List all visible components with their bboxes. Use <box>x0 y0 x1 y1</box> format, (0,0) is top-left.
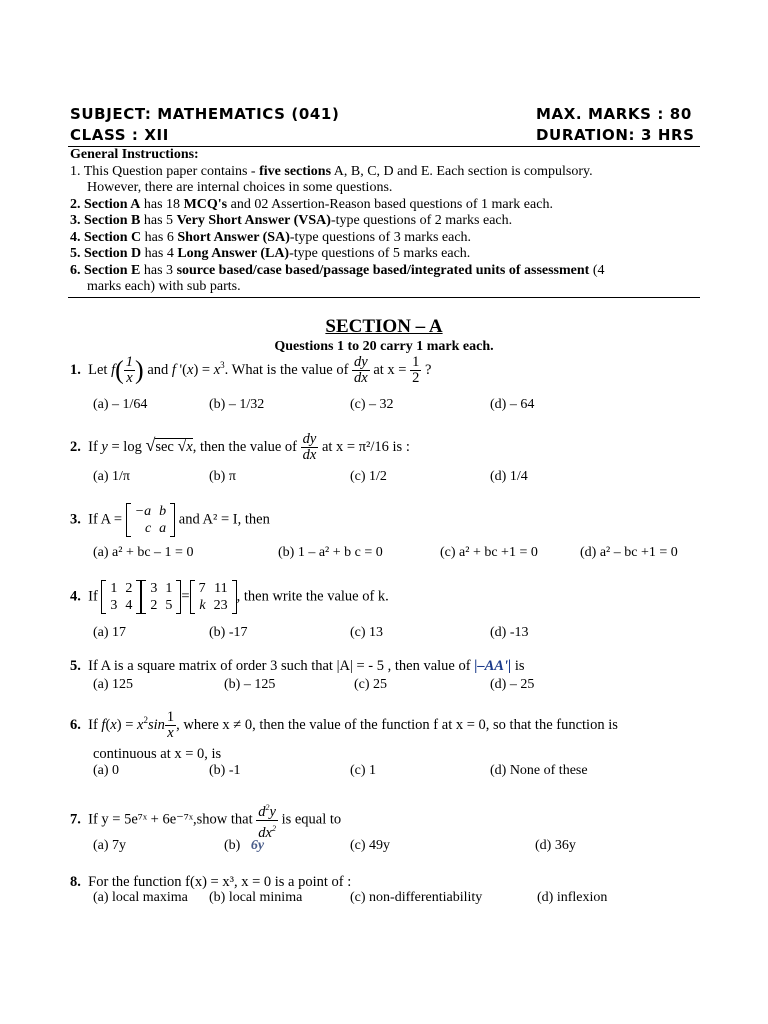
q6-option-d: (d) None of these <box>490 763 588 778</box>
question-2: 2. If y = log √sec √x, then the value of $\frac{dy}{dx}$ at x = π²/16 is : <box>70 431 410 463</box>
q3-option-d: (d) a² – bc +1 = 0 <box>580 545 678 560</box>
q1-option-b: (b) – 1/32 <box>209 397 265 412</box>
section-subtitle: Questions 1 to 20 carry 1 mark each. <box>274 339 494 354</box>
q7-option-b: (b) 6y <box>224 838 265 853</box>
class-label: CLASS : XII <box>70 126 169 144</box>
q3-option-b: (b) 1 – a² + b c = 0 <box>278 545 383 560</box>
question-7: 7. If y = 5e⁷ˣ + 6e⁻⁷ˣ,show that $\frac{d^2y}{dx^2}$ is equal to <box>70 800 341 841</box>
q7-option-c: (c) 49y <box>350 838 391 853</box>
q2-option-b: (b) π <box>209 469 236 484</box>
subject-title: SUBJECT: MATHEMATICS (041) <box>70 105 340 123</box>
general-instructions <box>70 147 700 296</box>
q4-option-c: (c) 13 <box>350 625 384 640</box>
q7-option-a: (a) 7y <box>93 838 127 853</box>
duration: DURATION: 3 HRS <box>536 126 695 144</box>
q1-option-c: (c) – 32 <box>350 397 394 412</box>
max-marks: MAX. MARKS : 80 <box>536 105 692 123</box>
q7-option-b-value: 6y <box>250 838 265 853</box>
instruction-4: 4. Section C has 6 Short Answer (SA)-type questions of 3 marks each. <box>70 229 472 245</box>
question-6: 6. If $f(x) = x^2\sin$ $\frac{1}{x}$ , where x ≠ 0, then the value of the function f at x = 0, so that the function is <box>70 709 618 741</box>
q4-option-a: (a) 17 <box>93 625 127 640</box>
instruction-1: 1. This Question paper contains - five sections A, B, C, D and E. Each section is compulsory. <box>70 163 593 179</box>
q4-option-d: (d) -13 <box>490 625 529 640</box>
q2-option-d: (d) 1/4 <box>490 469 528 484</box>
q1-option-d: (d) – 64 <box>490 397 535 412</box>
question-4: 4. If 1 2 3 4 3 1 2 5 = 7 11 k 23 , then write the value of k. <box>70 581 389 613</box>
question-5: 5. If A is a square matrix of order 3 such that |A| = - 5 , then value of |–AA'| is <box>70 658 525 674</box>
question-6-cont: continuous at x = 0, is <box>93 746 222 762</box>
q6-option-b: (b) -1 <box>209 763 241 778</box>
instructions-title: General Instructions: <box>70 147 199 162</box>
instruction-2: 2. Section A has 18 MCQ's and 02 Assertion-Reason based questions of 1 mark each. <box>70 196 553 212</box>
q7-option-d: (d) 36y <box>535 838 576 853</box>
q1-option-a: (a) – 1/64 <box>93 397 148 412</box>
det-expression: |–AA'| <box>474 658 512 674</box>
q3-option-a: (a) a² + bc – 1 = 0 <box>93 545 194 560</box>
q6-option-c: (c) 1 <box>350 763 377 778</box>
q4-option-b: (b) -17 <box>209 625 248 640</box>
q8-option-c: (c) non-differentiability <box>350 890 483 905</box>
q5-option-d: (d) – 25 <box>490 677 535 692</box>
q5-option-a: (a) 125 <box>93 677 134 692</box>
question-1: 1. Let f( $\frac{1}{x}$ ) and f '$(x) = x^3$. What is the value of $\frac{dy}{dx}$ at x = $\frac{1}{2}$ ? <box>70 354 432 386</box>
instructions-divider <box>68 297 700 298</box>
instruction-6-cont: marks each) with sub parts. <box>87 279 241 294</box>
instruction-3: 3. Section B has 5 Very Short Answer (VSA)-type questions of 2 marks each. <box>70 213 513 228</box>
question-8: 8. For the function f(x) = x³, x = 0 is a point of : <box>70 874 352 890</box>
section-title: SECTION – A <box>325 316 443 337</box>
q5-option-c: (c) 25 <box>354 677 388 692</box>
q6-option-a: (a) 0 <box>93 763 120 778</box>
instruction-6: 6. Section E has 3 source based/case based/passage based/integrated units of assessment (4 <box>70 262 605 278</box>
q8-option-b: (b) local minima <box>209 890 303 905</box>
question-3: 3. If A = −a b c a and A² = I, then <box>70 504 270 536</box>
instruction-1-cont: However, there are internal choices in some questions. <box>87 180 393 195</box>
q2-option-c: (c) 1/2 <box>350 469 387 484</box>
q8-option-a: (a) local maxima <box>93 890 188 905</box>
q5-option-b: (b) – 125 <box>224 677 276 692</box>
instruction-5: 5. Section D has 4 Long Answer (LA)-type questions of 5 marks each. <box>70 246 471 261</box>
q2-option-a: (a) 1/π <box>93 469 130 484</box>
q8-option-d: (d) inflexion <box>537 890 608 905</box>
q3-option-c: (c) a² + bc +1 = 0 <box>440 545 538 560</box>
